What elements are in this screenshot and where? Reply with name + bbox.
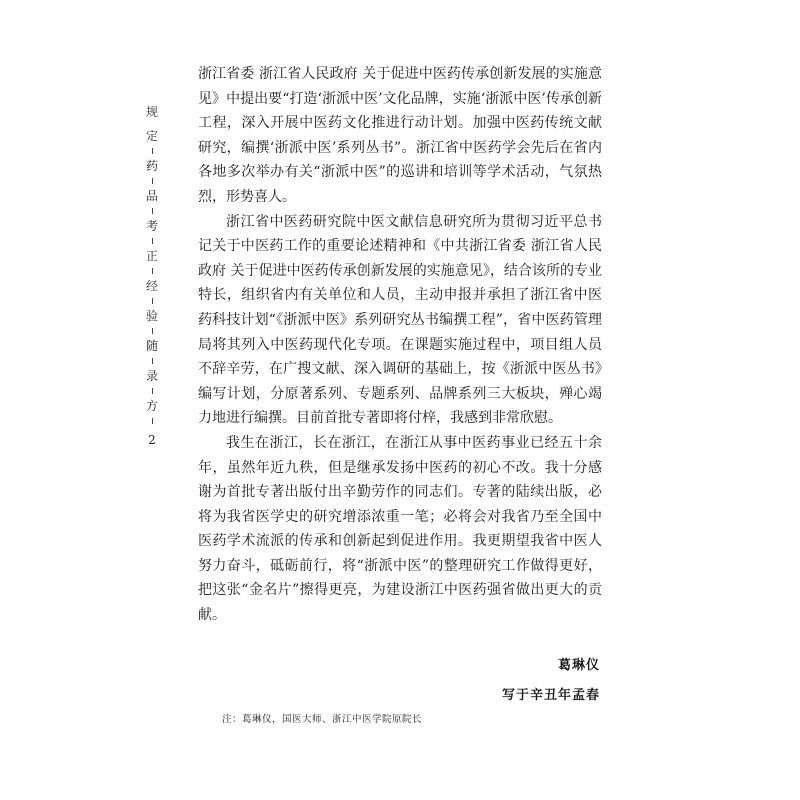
header-separator (152, 328, 153, 334)
running-header (141, 100, 163, 446)
header-char: 随 (145, 339, 158, 353)
header-separator (152, 358, 153, 364)
header-separator (152, 268, 153, 274)
header-char: 品 (145, 189, 158, 203)
main-text (198, 62, 602, 628)
paragraph: 我生在浙江，长在浙江，在浙江从事中医药事业已经五十余年，虽然年近九秩，但是继承发扬中医药的初心不改。我十分感谢为首批专著出版付出辛勤劳作的同志们。专著的陆续出版，必将为我省医学史的研究增添浓重一笔；必将会对我省乃至全国中医药学术流派的传承和创新起到促进作用。我更期望我省中医人努力奋斗，砥砺前行，将“浙派中医”的整理研究工作做得更好，把这张“金名片”擦得更亮，为建设浙江中医药强省做出更大的贡献。 (198, 434, 602, 624)
paragraph: 浙江省委 浙江省人民政府 关于促进中医药传承创新发展的实施意见》中提出要“打造‘浙派中医’文化品牌，实施‘浙派中医’传承创新工程，深入开展中医药文化推进行动计划。加强中医药传统文献研究，编撰‘浙派中医’系列丛书”。浙江省中医药学会先后在省内各地多次举办有关“浙派中医”的巡讲和培训等学术活动，气氛热烈，形势喜人。 (198, 66, 602, 205)
header-char: 正 (145, 249, 158, 263)
header-char: 验 (145, 309, 158, 323)
page-number: 2 (148, 433, 156, 447)
header-separator (152, 208, 153, 214)
header-separator (152, 298, 153, 304)
signature-name: 葛琳仪 (557, 658, 600, 673)
header-char: 方 (145, 399, 158, 413)
header-char: 规 (145, 105, 158, 119)
header-char: 药 (145, 159, 158, 173)
header-char: 录 (145, 369, 158, 383)
footnote: 注：葛琳仪，国医大师、浙江中医学院原院长 (222, 714, 423, 725)
signature-date: 写于辛丑年孟春 (501, 688, 600, 703)
header-char: 经 (145, 279, 158, 293)
header-char: 定 (145, 129, 158, 143)
header-separator (152, 238, 153, 244)
header-separator (152, 418, 153, 424)
header-separator (152, 178, 153, 184)
header-separator (152, 388, 153, 394)
paragraph: 浙江省中医药研究院中医文献信息研究所为贯彻习近平总书记关于中医药工作的重要论述精神和《中共浙江省委 浙江省人民政府 关于促进中医药传承创新发展的实施意见》，结合该所的专业特长，组织省内有关单位和人员，主动申报并承担了浙江省中医药科技计划“《浙派中医》系列研究丛书编撰工程”，省中医药管理局将其列入中医药现代化专项。在课题实施过程中，项目组人员不辞辛劳，在广搜文献、深入调研的基础上，按《浙派中医丛书》编写计划，分原著系列、专题系列、品牌系列三大板块，殚心竭力地进行编撰。目前首批专著即将付梓，我感到非常欣慰。 (198, 213, 602, 427)
header-separator (152, 148, 153, 154)
header-char: 考 (145, 219, 158, 233)
